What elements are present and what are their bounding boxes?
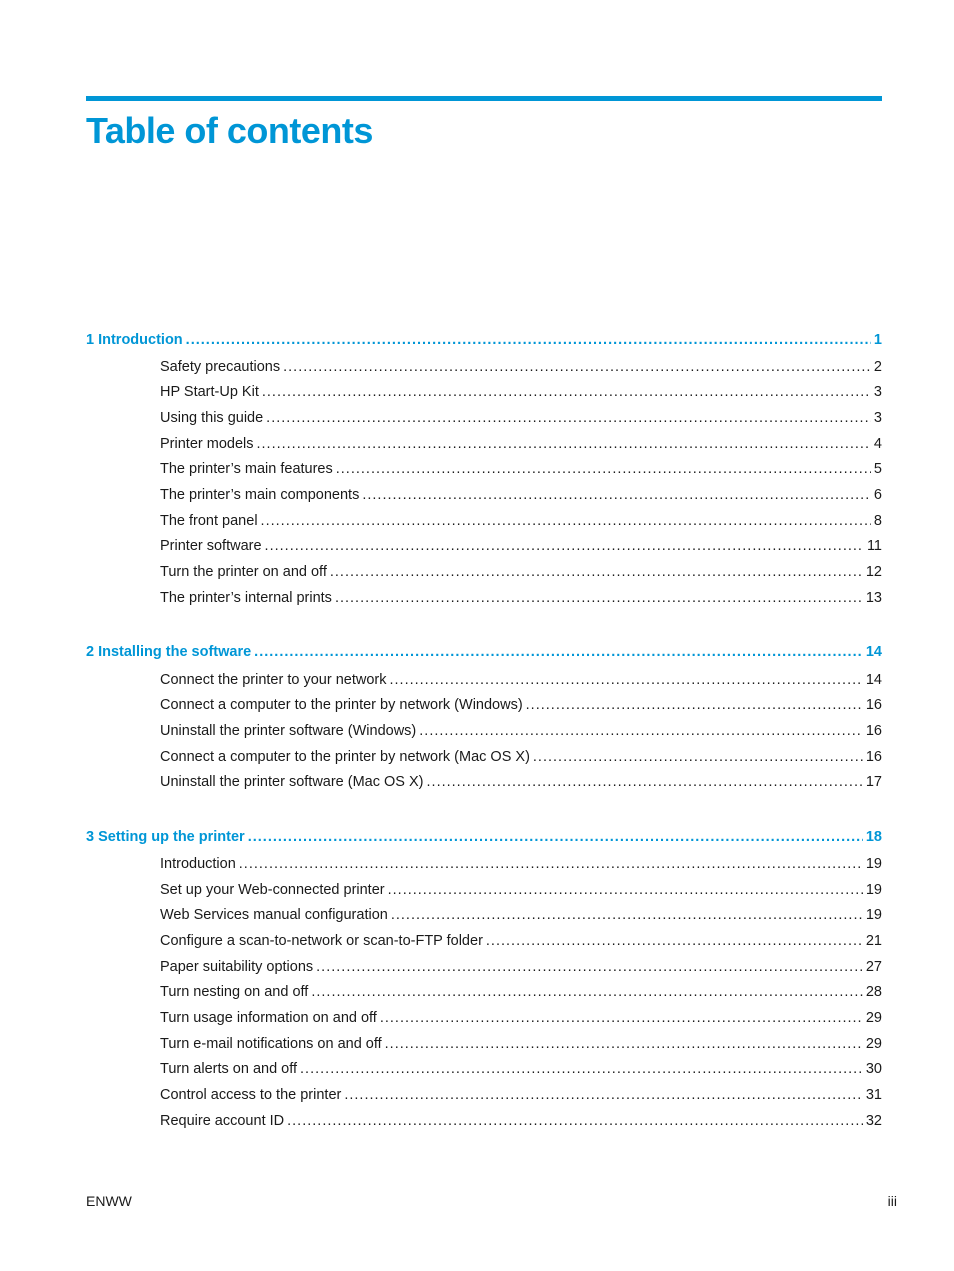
- dot-leader: [533, 747, 863, 767]
- toc-page-number: 13: [865, 590, 882, 606]
- toc-section-entry[interactable]: [160, 485, 882, 505]
- toc-page-number: 19: [865, 856, 882, 872]
- dot-leader: [248, 827, 863, 847]
- toc-entry-label: Using this guide: [160, 410, 264, 426]
- toc-section-entry[interactable]: [160, 1085, 882, 1105]
- toc-entry-label: 2 Installing the software: [86, 644, 252, 660]
- toc-entry-label: Configure a scan-to-network or scan-to-FTP folder: [160, 933, 483, 949]
- toc-entry-label: Introduction: [160, 856, 236, 872]
- toc-page-number: 29: [865, 1036, 882, 1052]
- dot-leader: [186, 330, 871, 350]
- dot-leader: [254, 642, 863, 662]
- toc-page-number: 5: [873, 461, 882, 477]
- toc-section-entry[interactable]: [160, 747, 882, 767]
- toc-section-entry[interactable]: [160, 957, 882, 977]
- toc-entry-label: The printer’s internal prints: [160, 590, 332, 606]
- toc-page-number: 30: [865, 1061, 882, 1077]
- toc-entry-label: The printer’s main components: [160, 487, 360, 503]
- toc-page-number: 29: [865, 1010, 882, 1026]
- title-rule: [86, 96, 882, 101]
- toc-entry-label: Turn the printer on and off: [160, 564, 327, 580]
- toc-page-number: 18: [865, 829, 882, 845]
- toc-page-number: 16: [865, 749, 882, 765]
- toc-page-number: 31: [865, 1087, 882, 1103]
- toc-section-entry[interactable]: [160, 1008, 882, 1028]
- dot-leader: [287, 1111, 863, 1131]
- dot-leader: [261, 511, 871, 531]
- toc-section-entry[interactable]: [160, 721, 882, 741]
- dot-leader: [362, 485, 871, 505]
- toc-page-number: 14: [865, 644, 882, 660]
- dot-leader: [311, 982, 863, 1002]
- toc-section-entry[interactable]: [160, 382, 882, 402]
- toc-section-entry[interactable]: [160, 772, 882, 792]
- footer-label: ENWW: [86, 1193, 132, 1209]
- toc-page-number: 12: [865, 564, 882, 580]
- dot-leader: [419, 721, 863, 741]
- toc-page-number: 17: [865, 774, 882, 790]
- dot-leader: [391, 905, 863, 925]
- toc-entry-label: The front panel: [160, 513, 258, 529]
- toc-page-number: 11: [866, 538, 882, 554]
- dot-leader: [266, 408, 871, 428]
- footer-page-number: iii: [887, 1193, 897, 1209]
- toc-section-entry[interactable]: [160, 670, 882, 690]
- dot-leader: [336, 459, 871, 479]
- toc-entry-label: Set up your Web-connected printer: [160, 882, 385, 898]
- dot-leader: [300, 1059, 863, 1079]
- toc-section-entry[interactable]: [160, 931, 882, 951]
- toc-section-entry[interactable]: [160, 459, 882, 479]
- toc-page-number: 3: [873, 384, 882, 400]
- toc-page-number: 14: [865, 672, 882, 688]
- toc-entry-label: 1 Introduction: [86, 332, 183, 348]
- dot-leader: [380, 1008, 863, 1028]
- dot-leader: [283, 357, 871, 377]
- dot-leader: [486, 931, 863, 951]
- toc-page-number: 19: [865, 907, 882, 923]
- toc-page-number: 32: [865, 1113, 882, 1129]
- toc-section-entry[interactable]: [160, 536, 882, 556]
- toc-page-number: 16: [865, 697, 882, 713]
- toc-section-entry[interactable]: [160, 1059, 882, 1079]
- toc-section-entry[interactable]: [160, 880, 882, 900]
- toc-entry-label: Connect the printer to your network: [160, 672, 387, 688]
- toc-page-number: 28: [865, 984, 882, 1000]
- toc-chapter-entry[interactable]: [86, 642, 882, 662]
- toc-page-number: 2: [873, 359, 882, 375]
- toc-entry-label: Turn usage information on and off: [160, 1010, 377, 1026]
- toc-chapter-entry[interactable]: [86, 330, 882, 350]
- toc-section-entry[interactable]: [160, 982, 882, 1002]
- toc-entry-label: Turn alerts on and off: [160, 1061, 298, 1077]
- dot-leader: [265, 536, 864, 556]
- toc-page-number: 3: [873, 410, 882, 426]
- toc-section-entry[interactable]: [160, 434, 882, 454]
- dot-leader: [239, 854, 863, 874]
- toc-section-entry[interactable]: [160, 1034, 882, 1054]
- toc-entry-label: Printer models: [160, 436, 254, 452]
- toc-entry-label: Control access to the printer: [160, 1087, 342, 1103]
- toc-entry-label: HP Start-Up Kit: [160, 384, 259, 400]
- toc-entry-label: Connect a computer to the printer by network (Mac OS X): [160, 749, 530, 765]
- dot-leader: [316, 957, 863, 977]
- toc-entry-label: 3 Setting up the printer: [86, 829, 245, 845]
- toc-page-number: 1: [873, 332, 882, 348]
- toc-page-number: 19: [865, 882, 882, 898]
- toc-entry-label: Web Services manual configuration: [160, 907, 388, 923]
- dot-leader: [330, 562, 863, 582]
- toc-entry-label: Printer software: [160, 538, 262, 554]
- toc-page-number: 8: [873, 513, 882, 529]
- toc-entry-label: The printer’s main features: [160, 461, 333, 477]
- toc-page-number: 27: [865, 959, 882, 975]
- dot-leader: [335, 588, 863, 608]
- toc-page-number: 16: [865, 723, 882, 739]
- toc-section-entry[interactable]: [160, 695, 882, 715]
- toc-entry-label: Safety precautions: [160, 359, 281, 375]
- dot-leader: [385, 1034, 863, 1054]
- toc-entry-label: Turn nesting on and off: [160, 984, 309, 1000]
- toc-chapter-entry[interactable]: [86, 827, 882, 847]
- toc-entry-label: Paper suitability options: [160, 959, 314, 975]
- dot-leader: [389, 670, 862, 690]
- dot-leader: [388, 880, 863, 900]
- toc-section-entry[interactable]: [160, 562, 882, 582]
- toc-section-entry[interactable]: [160, 905, 882, 925]
- toc-section-entry[interactable]: [160, 588, 882, 608]
- toc-page-number: 4: [873, 436, 882, 452]
- dot-leader: [526, 695, 863, 715]
- toc-page-number: 21: [865, 933, 882, 949]
- toc-section-entry[interactable]: [160, 511, 882, 531]
- toc-entry-label: Require account ID: [160, 1113, 285, 1129]
- dot-leader: [256, 434, 870, 454]
- dot-leader: [262, 382, 871, 402]
- toc-section-entry[interactable]: [160, 1111, 882, 1131]
- page-title: Table of contents: [86, 110, 373, 151]
- toc-entry-label: Connect a computer to the printer by network (Windows): [160, 697, 523, 713]
- dot-leader: [427, 772, 863, 792]
- toc-entry-label: Uninstall the printer software (Mac OS X): [160, 774, 424, 790]
- toc-section-entry[interactable]: [160, 854, 882, 874]
- toc-entry-label: Turn e-mail notifications on and off: [160, 1036, 382, 1052]
- dot-leader: [344, 1085, 863, 1105]
- toc-section-entry[interactable]: [160, 357, 882, 377]
- toc-entry-label: Uninstall the printer software (Windows): [160, 723, 417, 739]
- toc-page-number: 6: [873, 487, 882, 503]
- toc-section-entry[interactable]: [160, 408, 882, 428]
